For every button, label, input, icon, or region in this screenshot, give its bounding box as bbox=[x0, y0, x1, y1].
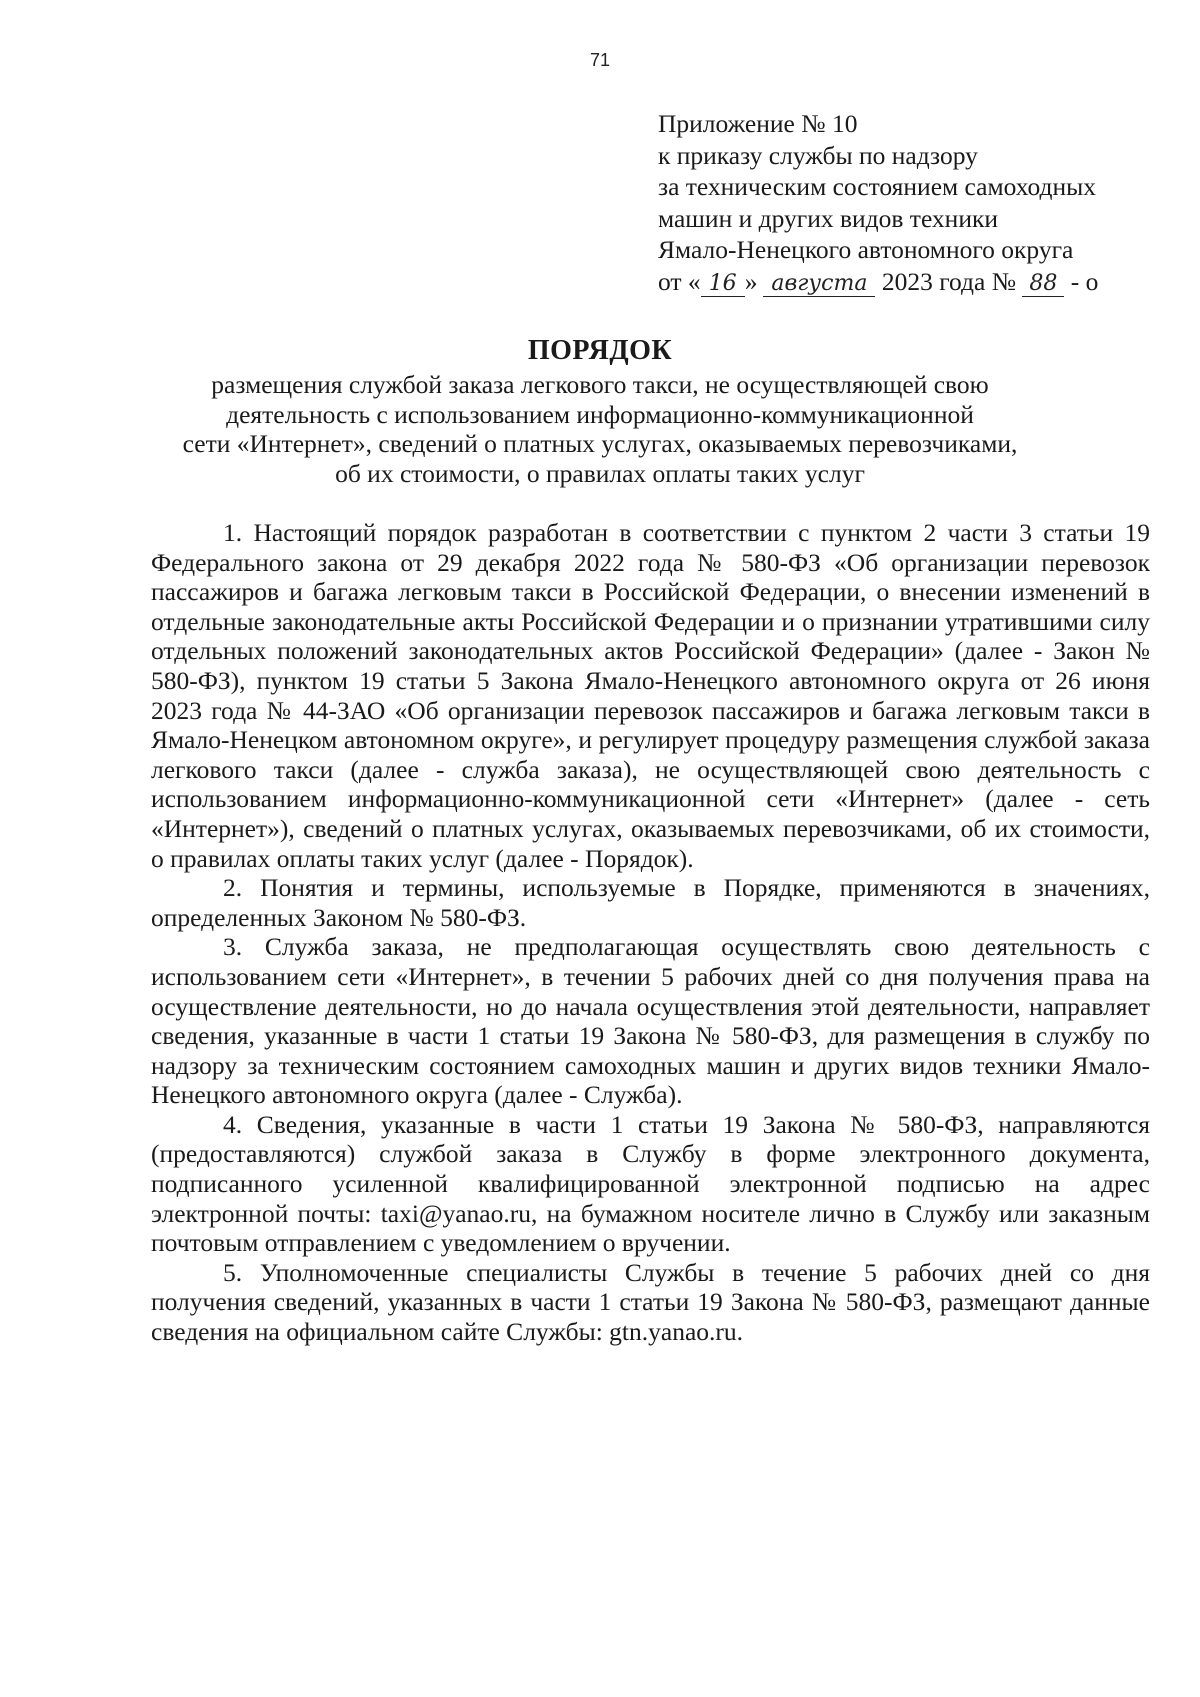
page-number: 71 bbox=[589, 50, 611, 70]
appendix-line-2: к приказу службы по надзору bbox=[658, 140, 978, 170]
subtitle-line-1: размещения службой заказа легкового такси, не осуществляющей свою bbox=[211, 370, 989, 399]
subtitle-line-3: сети «Интернет», сведений о платных услугах, оказываемых перевозчиками, bbox=[182, 429, 1018, 458]
date-year: 2023 года № bbox=[881, 266, 1017, 296]
appendix-block bbox=[658, 108, 1178, 297]
paragraph-2: 2. Понятия и термины, используемые в Порядке, применяются в значениях, определенных Законом № 580-ФЗ. bbox=[151, 873, 1150, 932]
appendix-date-line bbox=[658, 266, 1178, 298]
date-prefix: от « bbox=[658, 266, 701, 296]
appendix-line-4: машин и других видов техники bbox=[658, 203, 999, 233]
handwritten-day: 16 bbox=[701, 272, 745, 297]
paragraph-4: 4. Сведения, указанные в части 1 статьи 19 Закона № 580-ФЗ, направляются (предоставляются) службой заказа в Службу в форме электронного документа, подписанного усиленной квалифицированной электронной подписью на адрес электронной почты: taxi@yanao.ru, на бумажном носителе лично в Службу или заказным почтовым отправлением с уведомлением о вручении. bbox=[151, 1109, 1150, 1258]
paragraph-1: 1. Настоящий порядок разработан в соответствии с пунктом 2 части 3 статьи 19 Федерального закона от 29 декабря 2022 года № 580-ФЗ «Об организации перевозок пассажиров и багажа легковым такси в Российской Федерации, о внесении изменений в отдельные законодательные акты Российской Федерации и о признании утратившими силу отдельных положений законодательных актов Российской Федерации» (далее - Закон № 580-ФЗ), пунктом 19 статьи 5 Закона Ямало-Ненецкого автономного округа от 26 июня 2023 года № 44-ЗАО «Об организации перевозок пассажиров и багажа легковым такси в Ямало-Ненецком автономном округе», и регулирует процедуру размещения службой заказа легкового такси (далее - служба заказа), не осуществляющей свою деятельность с использованием информационно-коммуникационной сети «Интернет» (далее - сеть «Интернет»), сведений о платных услугах, оказываемых перевозчиками, об их стоимости, о правилах оплаты таких услуг (далее - Порядок). bbox=[151, 518, 1150, 873]
subtitle-line-4: об их стоимости, о правилах оплаты таких услуг bbox=[335, 458, 865, 488]
paragraph-5: 5. Уполномоченные специалисты Службы в течение 5 рабочих дней со дня получения сведений, указанных в части 1 статьи 19 Закона № 580-ФЗ, размещают данные сведения на официальном сайте Службы: gtn.yanao.ru. bbox=[151, 1257, 1150, 1347]
date-mid: » bbox=[744, 266, 758, 296]
appendix-line-5: Ямало-Ненецкого автономного округа bbox=[658, 235, 1074, 264]
document-subtitle bbox=[150, 370, 1050, 488]
paragraph-3: 3. Служба заказа, не предполагающая осуществлять свою деятельность с использованием сети «Интернет», в течении 5 рабочих дней со дня получения права на осуществление деятельности, но до начала осуществления этой деятельности, направляет сведения, указанные в части 1 статьи 19 Закона № 580-ФЗ, для размещения в службу по надзору за техническим состоянием самоходных машин и других видов техники Ямало-Ненецкого автономного округа (далее - Служба). bbox=[151, 932, 1150, 1110]
appendix-line-1: Приложение № 10 bbox=[658, 109, 858, 138]
handwritten-order-number: 88 bbox=[1022, 272, 1064, 297]
document-title: ПОРЯДОК bbox=[527, 335, 673, 366]
order-suffix: - о bbox=[1070, 266, 1099, 296]
document-body bbox=[151, 518, 1150, 1347]
handwritten-month: августа bbox=[763, 272, 875, 297]
appendix-line-3: за техническим состоянием самоходных bbox=[658, 172, 1097, 201]
subtitle-line-2: деятельность с использованием информационно-коммуникационной bbox=[226, 399, 974, 429]
